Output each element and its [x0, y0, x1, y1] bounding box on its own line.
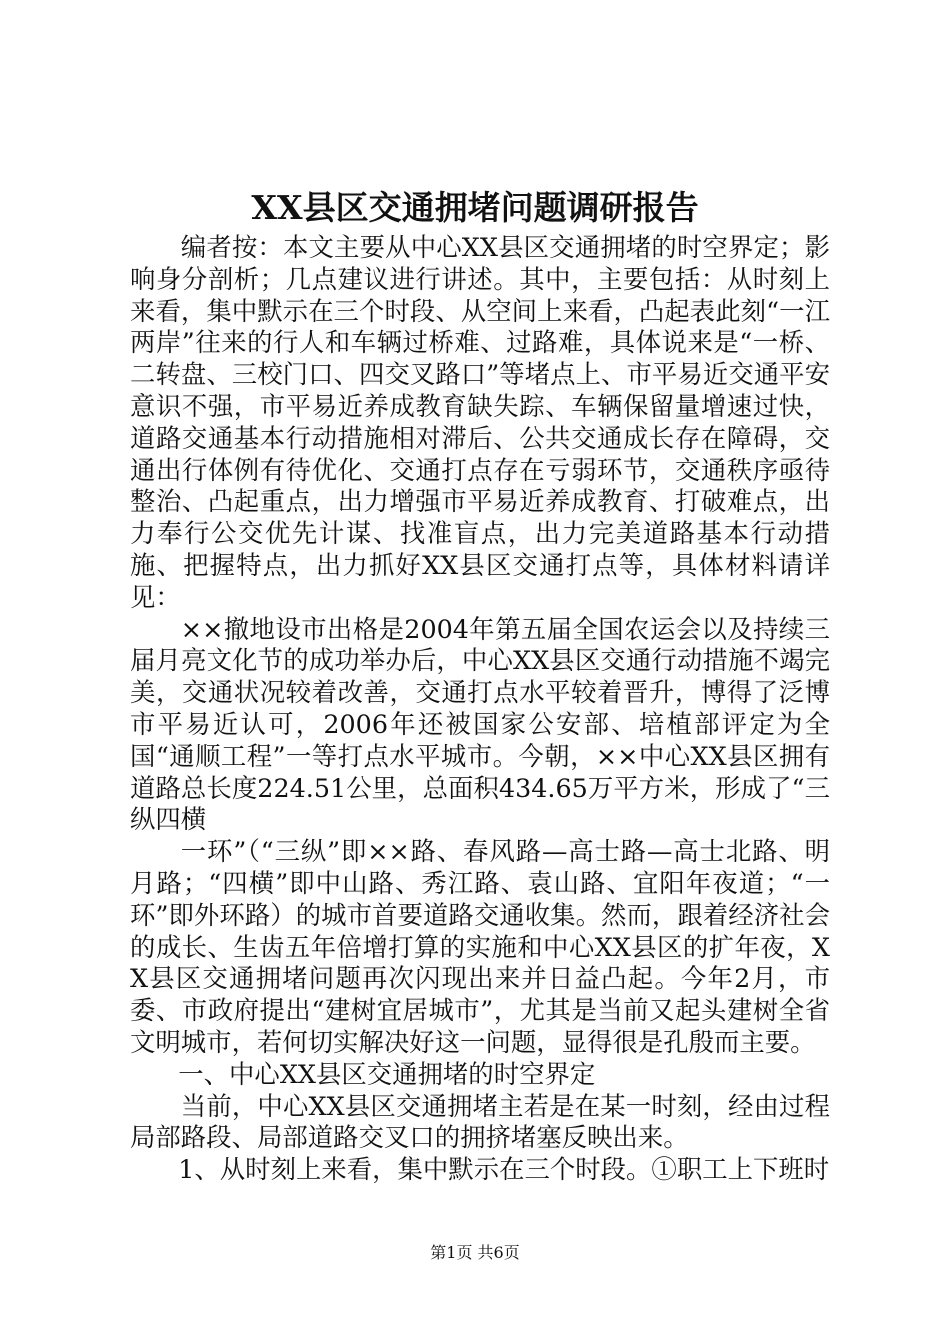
document-title: XX县区交通拥堵问题调研报告 — [251, 188, 699, 227]
page-number-footer: 第1页 共6页 — [430, 1243, 520, 1262]
document-body — [130, 232, 830, 1186]
paragraph-road-network: 一环”（“三纵”即××路、春风路—高士路—高士北路、明月路；“四横”即中山路、秀江路、袁山路、宜阳年夜道；“一环”即外环路）的城市首要道路交通收集。然而，跟着经济社会的成长、生齿五年倍增打算的实施和中心XX县区的扩年夜，XX县区交通拥堵问题再次闪现出来并日益凸起。今年2月，市委、市政府提出“建树宜居城市”，尤其是当前又起头建树全省文明城市，若何切实解决好这一问题，显得很是孔殷而主要。 — [130, 836, 830, 1057]
section-heading-1: 一、中心XX县区交通拥堵的时空界定 — [178, 1058, 596, 1089]
paragraph-background: ××撤地设市出格是2004年第五届全国农运会以及持续三届月亮文化节的成功举办后，中心XX县区交通行动措施不竭完美，交通状况较着改善，交通打点水平较着晋升，博得了泛博市平易近认可，2006年还被国家公安部、培植部评定为全国“通顺工程”一等打点水平城市。今朝，××中心XX县区拥有道路总长度224.51公里，总面积434.65万平方米，形成了“三纵四横 — [130, 613, 830, 835]
paragraph-time-periods: 1、从时刻上来看，集中默示在三个时段。①职工上下班时 — [178, 1154, 830, 1185]
paragraph-current-status: 当前，中心XX县区交通拥堵主若是在某一时刻，经由过程局部路段、局部道路交叉口的拥挤堵塞反映出来。 — [130, 1090, 830, 1153]
paragraph-editor-note: 编者按：本文主要从中心XX县区交通拥堵的时空界定；影响身分剖析；几点建议进行讲述。其中，主要包括：从时刻上来看，集中默示在三个时段、从空间上来看，凸起表此刻“一江两岸”往来的行人和车辆过桥难、过路难，具体说来是“一桥、二转盘、三校门口、四交叉路口”等堵点上、市平易近交通平安意识不强，市平易近养成教育缺失踪、车辆保留量增速过快，道路交通基本行动措施相对滞后、公共交通成长存在障碍，交通出行体例有待优化、交通打点存在亏弱环节，交通秩序亟待整治、凸起重点，出力增强市平易近养成教育、打破难点，出力奉行公交优先计谋、找准盲点，出力完美道路基本行动措施、把握特点，出力抓好XX县区交通打点等，具体材料请详见： — [130, 232, 830, 612]
